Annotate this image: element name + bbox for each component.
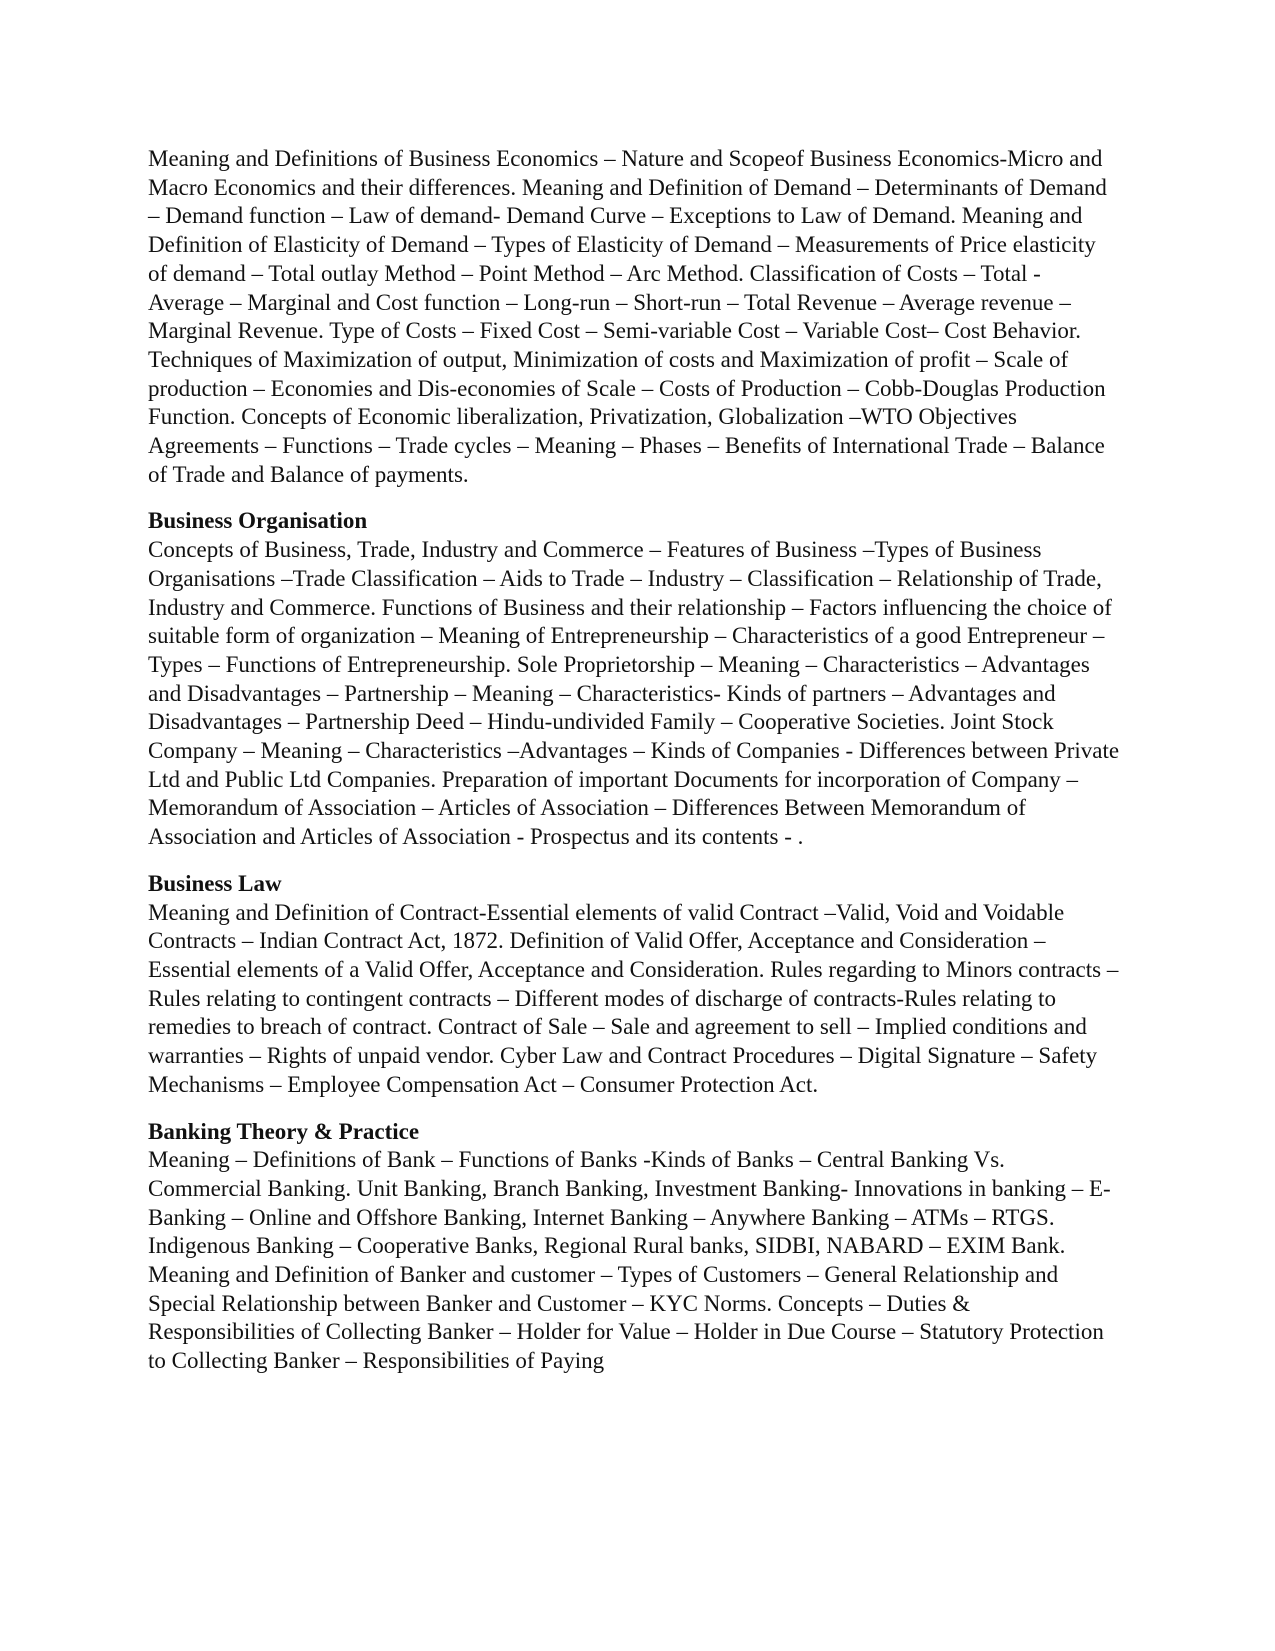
section-business-economics	[148, 145, 1120, 489]
section-title-business-organisation: Business Organisation	[148, 508, 368, 534]
section-title-business-law: Business Law	[148, 870, 282, 896]
section-body-banking-theory-practice: Meaning – Definitions of Bank – Functions of Banks -Kinds of Banks – Central Banking Vs. Commercial Banking. Unit Banking, Branch Banking, Investment Banking- Innovations in banking – E-Banking – Online and Offshore Banking, Internet Banking – Anywhere Banking – ATMs – RTGS. Indigenous Banking – Cooperative Banks, Regional Rural banks, SIDBI, NABARD – EXIM Bank. Meaning and Definition of Banker and customer – Types of Customers – General Relationship and Special Relationship between Banker and Customer – KYC Norms. Concepts – Duties & Responsibilities of Collecting Banker – Holder for Value – Holder in Due Course – Statutory Protection to Collecting Banker – Responsibilities of Paying	[148, 1147, 1111, 1374]
section-body-business-economics: Meaning and Definitions of Business Economics – Nature and Scopeof Business Economics-Micro and Macro Economics and their differences. Meaning and Definition of Demand – Determinants of Demand – Demand function – Law of demand- Demand Curve – Exceptions to Law of Demand. Meaning and Definition of Elasticity of Demand – Types of Elasticity of Demand – Measurements of Price elasticity of demand – Total outlay Method – Point Method – Arc Method. Classification of Costs – Total - Average – Marginal and Cost function – Long-run – Short-run – Total Revenue – Average revenue – Marginal Revenue. Type of Costs – Fixed Cost – Semi-variable Cost – Variable Cost– Cost Behavior. Techniques of Maximization of output, Minimization of costs and Maximization of profit – Scale of production – Economies and Dis-economies of Scale – Costs of Production – Cobb-Douglas Production Function. Concepts of Economic liberalization, Privatization, Globalization –WTO Objectives Agreements – Functions – Trade cycles – Meaning – Phases – Benefits of International Trade – Balance of Trade and Balance of payments.	[148, 146, 1107, 487]
section-business-law	[148, 870, 1120, 1100]
document-page	[148, 145, 1120, 1394]
section-title-banking-theory-practice: Banking Theory & Practice	[148, 1118, 420, 1144]
section-body-business-organisation: Concepts of Business, Trade, Industry and Commerce – Features of Business –Types of Business Organisations –Trade Classification – Aids to Trade – Industry – Classification – Relationship of Trade, Industry and Commerce. Functions of Business and their relationship – Factors influencing the choice of suitable form of organization – Meaning of Entrepreneurship – Characteristics of a good Entrepreneur – Types – Functions of Entrepreneurship. Sole Proprietorship – Meaning – Characteristics – Advantages and Disadvantages – Partnership – Meaning – Characteristics- Kinds of partners – Advantages and Disadvantages – Partnership Deed – Hindu-undivided Family – Cooperative Societies. Joint Stock Company – Meaning – Characteristics –Advantages – Kinds of Companies - Differences between Private Ltd and Public Ltd Companies. Preparation of important Documents for incorporation of Company – Memorandum of Association – Articles of Association – Differences Between Memorandum of Association and Articles of Association - Prospectus and its contents - .	[148, 537, 1120, 850]
section-business-organisation	[148, 507, 1120, 851]
section-body-business-law: Meaning and Definition of Contract-Essential elements of valid Contract –Valid, Void and Voidable Contracts – Indian Contract Act, 1872. Definition of Valid Offer, Acceptance and Consideration –Essential elements of a Valid Offer, Acceptance and Consideration. Rules regarding to Minors contracts – Rules relating to contingent contracts – Different modes of discharge of contracts-Rules relating to remedies to breach of contract. Contract of Sale – Sale and agreement to sell – Implied conditions and warranties – Rights of unpaid vendor. Cyber Law and Contract Procedures – Digital Signature – Safety Mechanisms – Employee Compensation Act – Consumer Protection Act.	[148, 899, 1119, 1097]
section-banking-theory-practice	[148, 1118, 1120, 1376]
